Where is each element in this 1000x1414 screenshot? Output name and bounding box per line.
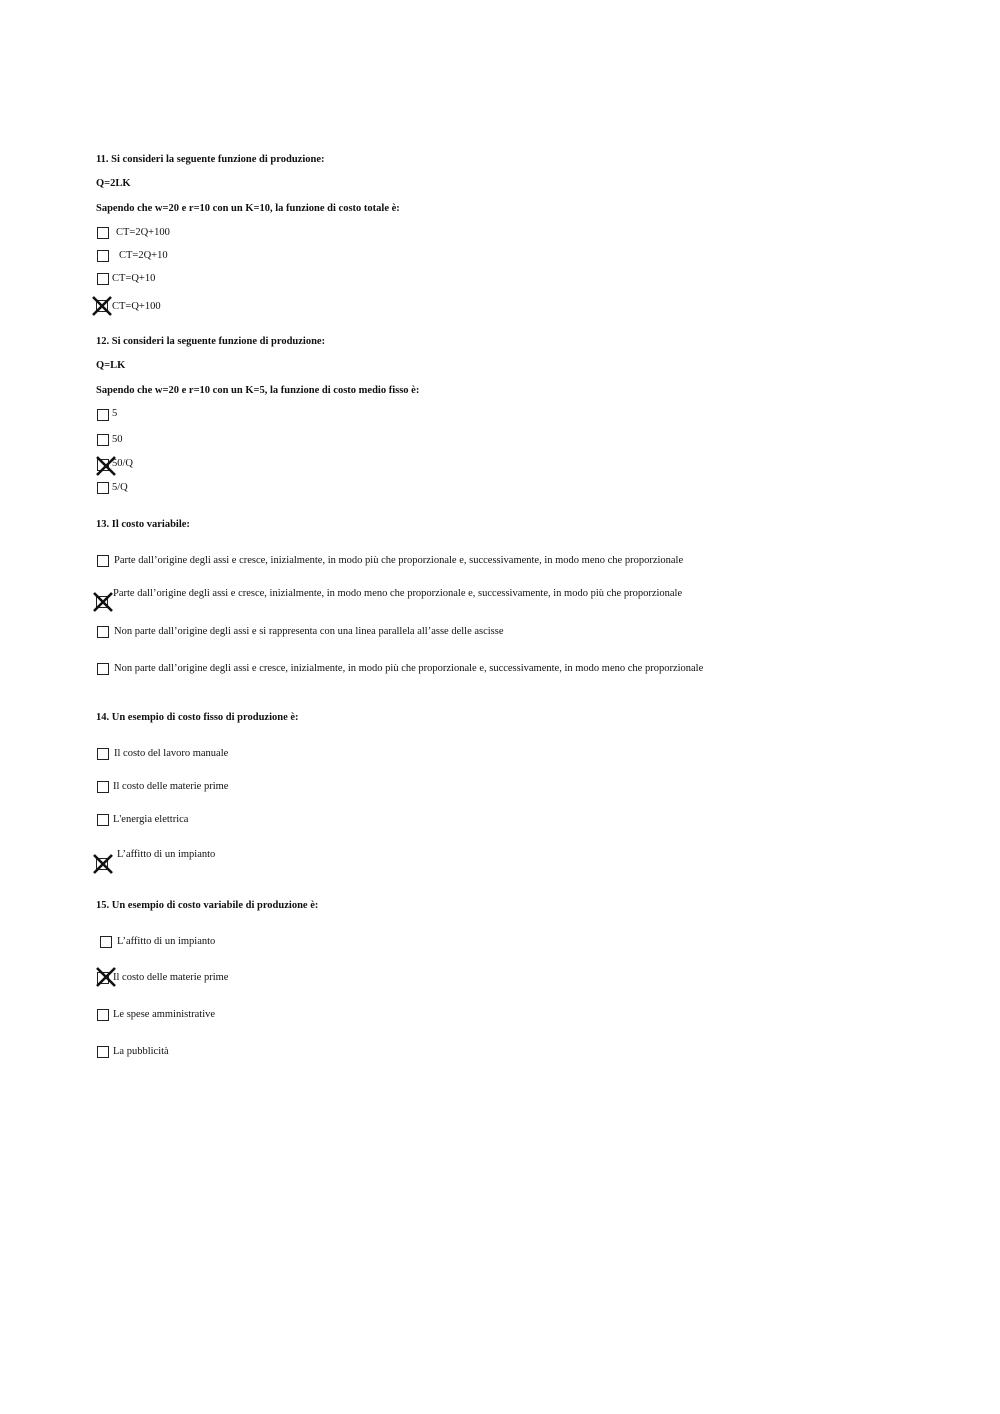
answer-label: Il costo delle materie prime bbox=[113, 972, 229, 983]
answer-checkbox[interactable] bbox=[97, 409, 109, 421]
answer-checkbox[interactable] bbox=[97, 273, 109, 285]
answer-label: Il costo del lavoro manuale bbox=[114, 748, 229, 759]
answer-checkbox[interactable] bbox=[97, 814, 109, 826]
answer-label: 5/Q bbox=[112, 482, 128, 493]
answer-label: CT=2Q+10 bbox=[119, 250, 168, 261]
answer-checkbox[interactable] bbox=[97, 482, 109, 494]
answer-checkbox[interactable] bbox=[97, 227, 109, 239]
answer-label: Non parte dall’origine degli assi e cresce, inizialmente, in modo più che proporzionale e, successivamente, in modo meno che proporzionale bbox=[114, 663, 704, 674]
question-heading: 14. Un esempio di costo fisso di produzione è: bbox=[96, 712, 299, 723]
answer-label: Le spese amministrative bbox=[113, 1009, 216, 1020]
answer-label: CT=Q+100 bbox=[112, 301, 161, 312]
answer-label: L’affitto di un impianto bbox=[117, 849, 216, 860]
question-heading: 12. Si consideri la seguente funzione di produzione: bbox=[96, 336, 326, 347]
answer-checkbox[interactable] bbox=[97, 555, 109, 567]
question-text: Q=2LK bbox=[96, 178, 131, 189]
answer-label: Parte dall’origine degli assi e cresce, inizialmente, in modo meno che proporzionale e, successivamente, in modo più che proporzionale bbox=[113, 588, 683, 599]
answer-label: L’affitto di un impianto bbox=[117, 936, 216, 947]
answer-checkbox[interactable] bbox=[97, 748, 109, 760]
checkmark-x-icon bbox=[92, 591, 114, 613]
question-heading: 15. Un esempio di costo variabile di produzione è: bbox=[96, 900, 319, 911]
checkmark-x-icon bbox=[92, 853, 114, 875]
answer-label: Il costo delle materie prime bbox=[113, 781, 229, 792]
question-heading: 11. Si consideri la seguente funzione di produzione: bbox=[96, 154, 325, 165]
answer-label: 5 bbox=[112, 408, 118, 419]
question-heading: 13. Il costo variabile: bbox=[96, 519, 190, 530]
answer-label: La pubblicità bbox=[113, 1046, 169, 1057]
answer-checkbox[interactable] bbox=[97, 250, 109, 262]
answer-label: 50 bbox=[112, 434, 123, 445]
question-text: Sapendo che w=20 e r=10 con un K=10, la funzione di costo totale è: bbox=[96, 203, 400, 214]
answer-label: Parte dall’origine degli assi e cresce, inizialmente, in modo più che proporzionale e, successivamente, in modo meno che proporzionale bbox=[114, 555, 684, 566]
answer-label: CT=2Q+100 bbox=[116, 227, 170, 238]
answer-label: 50/Q bbox=[112, 458, 133, 469]
question-text: Q=LK bbox=[96, 360, 126, 371]
answer-checkbox[interactable] bbox=[97, 434, 109, 446]
answer-checkbox[interactable] bbox=[97, 781, 109, 793]
answer-label: CT=Q+10 bbox=[112, 273, 156, 284]
checkmark-x-icon bbox=[91, 295, 113, 317]
answer-checkbox[interactable] bbox=[97, 1046, 109, 1058]
answer-checkbox[interactable] bbox=[100, 936, 112, 948]
answer-label: L'energia elettrica bbox=[113, 814, 189, 825]
answer-label: Non parte dall’origine degli assi e si rappresenta con una linea parallela all’asse delle ascisse bbox=[114, 626, 504, 637]
answer-checkbox[interactable] bbox=[97, 663, 109, 675]
question-text: Sapendo che w=20 e r=10 con un K=5, la funzione di costo medio fisso è: bbox=[96, 385, 420, 396]
answer-checkbox[interactable] bbox=[97, 626, 109, 638]
answer-checkbox[interactable] bbox=[97, 1009, 109, 1021]
